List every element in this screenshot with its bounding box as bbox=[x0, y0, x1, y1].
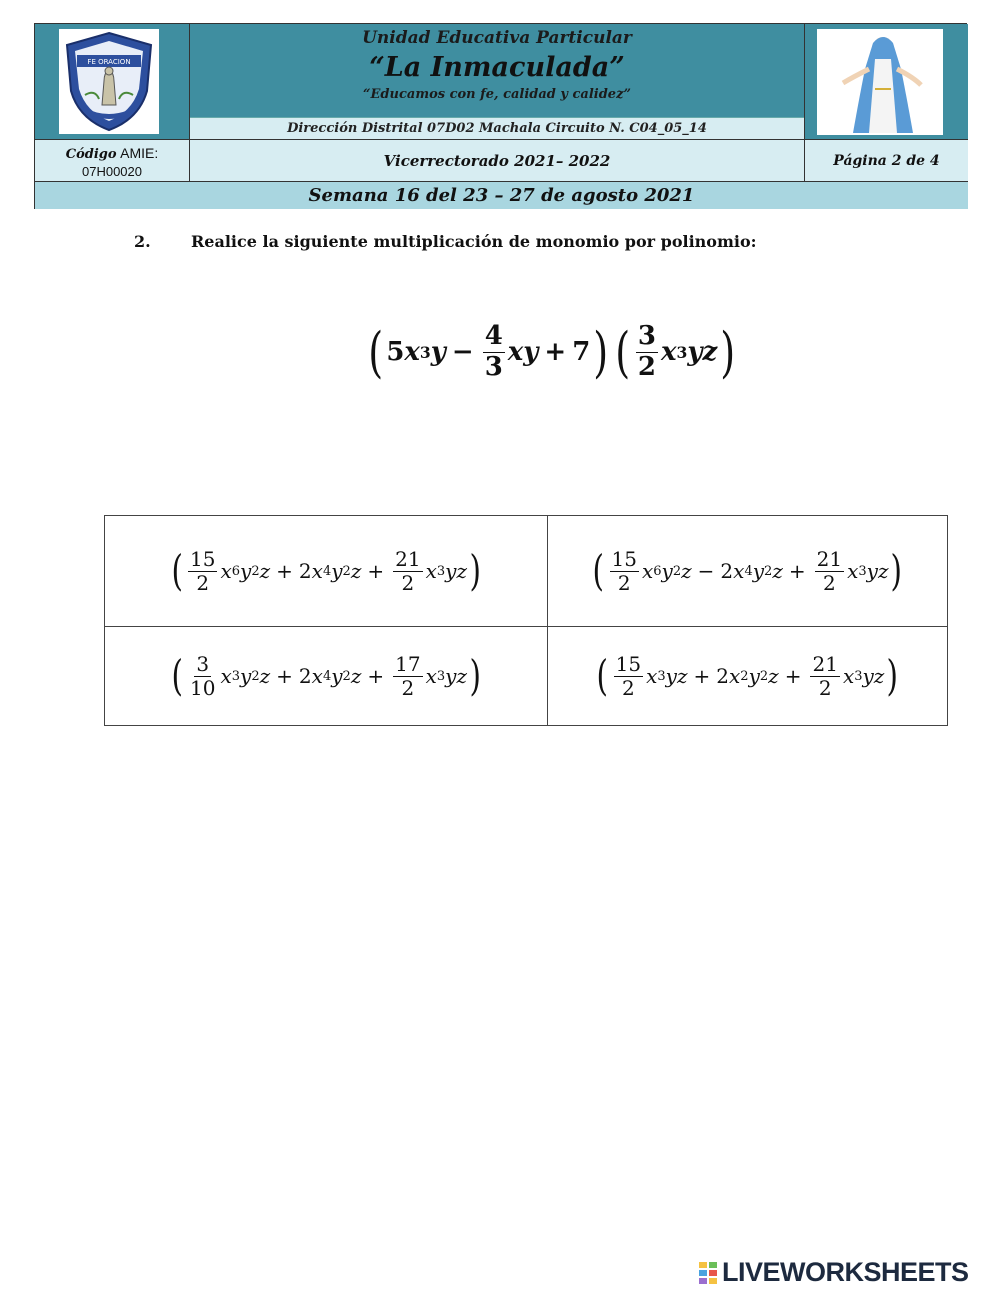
school-motto: “Educamos con fe, calidad y calidez” bbox=[363, 87, 631, 102]
answer-option-3[interactable]: ( $\frac{3}{10}$ x 3 y 2 z + 2 x 4 y 2 z + $\frac{17}{2}$ x 3 yz ) bbox=[105, 627, 548, 726]
document-header bbox=[34, 23, 967, 209]
fraction: $\frac{3}{2}$ bbox=[637, 321, 656, 382]
code-label: Código bbox=[65, 147, 117, 162]
answer-option-4[interactable]: ( $\frac{15}{2}$ x 3 yz + 2 x 2 y 2 z + $\frac{21}{2}$ x 3 yz ) bbox=[548, 627, 948, 726]
fraction: $\frac{4}{3}$ bbox=[484, 321, 503, 382]
week-label: Semana 16 del 23 – 27 de agosto 2021 bbox=[35, 181, 968, 209]
school-title-block bbox=[190, 24, 804, 117]
liveworksheets-text: LIVEWORKSHEETS bbox=[722, 1257, 969, 1287]
virgin-image-cell bbox=[804, 24, 968, 139]
question-text: Realice la siguiente multiplicación de monomio por polinomio: bbox=[191, 232, 757, 251]
svg-text:FE ORACION: FE ORACION bbox=[87, 58, 131, 66]
open-paren: ( bbox=[614, 320, 630, 385]
code-suffix: AMIE: bbox=[120, 145, 159, 161]
code-value: 07H00020 bbox=[82, 164, 142, 179]
close-paren: ) bbox=[720, 320, 736, 385]
answer-option-2[interactable]: ( $\frac{15}{2}$ x 6 y 2 z − 2 x 4 y 2 z + $\frac{21}{2}$ x 3 yz ) bbox=[548, 516, 948, 627]
answer-option-1[interactable]: ( $\frac{15}{2}$ x 6 y 2 z + 2 x 4 y 2 z + $\frac{21}{2}$ x 3 yz ) bbox=[105, 516, 548, 627]
page-number: Página 2 de 4 bbox=[804, 139, 968, 181]
open-paren: ( bbox=[368, 320, 384, 385]
district-direction: Dirección Distrital 07D02 Machala Circuito N. C04_05_14 bbox=[190, 117, 804, 139]
main-expression: ( 5 x 3 y − $\frac{4}{3}$ xy + 7 ) ( $\frac{3}{2}$ x 3 yz ) bbox=[368, 320, 736, 385]
liveworksheets-logo bbox=[698, 1257, 969, 1288]
question-number: 2. bbox=[134, 232, 151, 251]
question-heading bbox=[134, 232, 757, 251]
liveworksheets-icon bbox=[698, 1261, 718, 1285]
virgin-mary-image bbox=[817, 29, 943, 135]
school-logo-cell bbox=[35, 24, 190, 139]
school-logo bbox=[59, 29, 159, 134]
school-line1: Unidad Educativa Particular bbox=[362, 28, 632, 48]
school-name: “La Inmaculada” bbox=[369, 52, 625, 83]
close-paren: ) bbox=[593, 320, 609, 385]
amie-code-cell bbox=[35, 139, 190, 181]
vice-rectorate: Vicerrectorado 2021– 2022 bbox=[190, 139, 804, 181]
answer-options-table bbox=[104, 515, 948, 726]
